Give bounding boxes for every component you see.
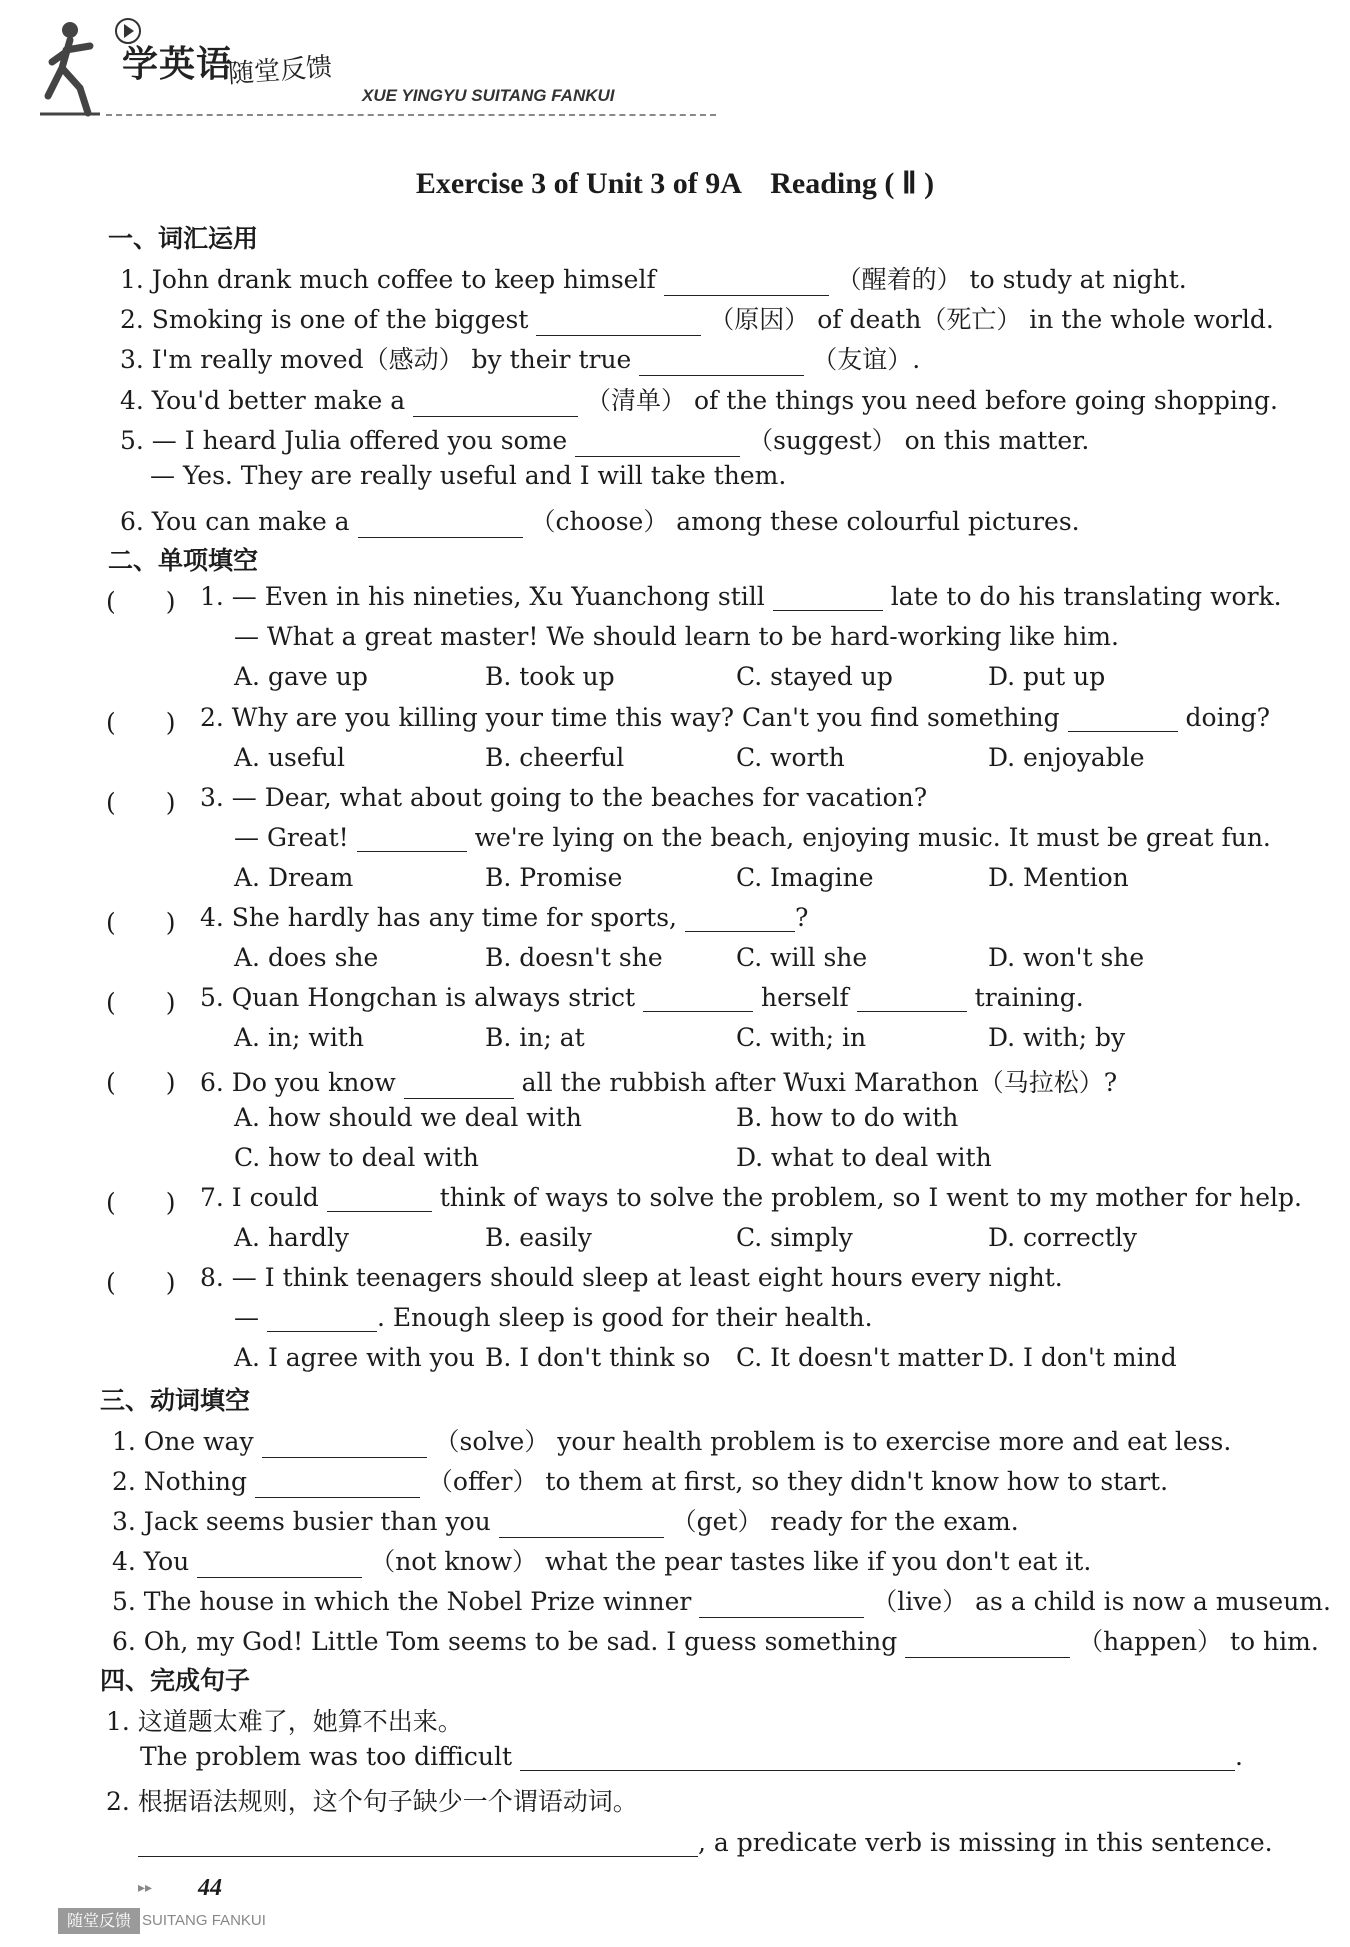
s4-q2-english: , a predicate verb is missing in this sentence.	[138, 1828, 1273, 1857]
option-b[interactable]: B. easily	[485, 1223, 592, 1252]
s3-q6: 6. Oh, my God! Little Tom seems to be sad. I guess something （happen） to him.	[112, 1627, 1319, 1656]
answer-paren[interactable]: ( )	[106, 908, 176, 937]
s1-q5: 5. — I heard Julia offered you some （suggest） on this matter.	[120, 426, 1090, 455]
option-b[interactable]: B. took up	[485, 662, 615, 691]
section-1-heading: 一、词汇运用	[108, 224, 259, 253]
book-header	[40, 14, 720, 124]
s4-q1-english: The problem was too difficult .	[140, 1742, 1243, 1771]
option-d[interactable]: D. won't she	[988, 943, 1145, 972]
arrow-icon: ▸▸	[138, 1880, 153, 1896]
answer-paren[interactable]: ( )	[106, 988, 176, 1017]
option-c[interactable]: C. with; in	[736, 1023, 867, 1052]
header-divider	[106, 114, 716, 116]
s2-q4: 4. She hardly has any time for sports, ?	[200, 903, 809, 932]
answer-paren[interactable]: ( )	[106, 587, 176, 616]
option-b[interactable]: B. I don't think so	[485, 1343, 711, 1372]
page-title: Exercise 3 of Unit 3 of 9A Reading ( Ⅱ )	[415, 167, 935, 200]
option-a[interactable]: A. useful	[234, 743, 346, 772]
s2-q7: 7. I could think of ways to solve the problem, so I went to my mother for help.	[200, 1183, 1302, 1212]
s1-q1: 1. John drank much coffee to keep himself （醒着的） to study at night.	[120, 265, 1187, 294]
option-b[interactable]: B. Promise	[485, 863, 623, 892]
s2-q6: 6. Do you know all the rubbish after Wuxi Marathon（马拉松）?	[200, 1068, 1118, 1097]
s1-q2: 2. Smoking is one of the biggest （原因） of death（死亡） in the whole world.	[120, 305, 1274, 334]
brand-title: 学英语	[122, 44, 234, 85]
option-d[interactable]: D. correctly	[988, 1223, 1137, 1252]
option-a[interactable]: A. in; with	[234, 1023, 364, 1052]
s3-q2: 2. Nothing （offer） to them at first, so they didn't know how to start.	[112, 1467, 1169, 1496]
option-c[interactable]: C. It doesn't matter	[736, 1343, 984, 1372]
answer-paren[interactable]: ( )	[106, 1068, 176, 1097]
option-c[interactable]: C. stayed up	[736, 662, 893, 691]
option-d[interactable]: D. I don't mind	[988, 1343, 1177, 1372]
option-a[interactable]: A. gave up	[234, 662, 368, 691]
brand-english: XUE YINGYU SUITANG FANKUI	[362, 86, 615, 105]
s2-q3-reply: — Great! we're lying on the beach, enjoying music. It must be great fun.	[234, 823, 1271, 852]
brand-subtitle: 随堂反馈	[227, 52, 334, 90]
option-d[interactable]: D. put up	[988, 662, 1106, 691]
option-d[interactable]: D. enjoyable	[988, 743, 1145, 772]
option-b[interactable]: B. doesn't she	[485, 943, 663, 972]
option-b[interactable]: B. in; at	[485, 1023, 585, 1052]
answer-paren[interactable]: ( )	[106, 1268, 176, 1297]
option-c[interactable]: C. will she	[736, 943, 868, 972]
footer-english: SUITANG FANKUI	[142, 1912, 266, 1929]
section-4-heading: 四、完成句子	[100, 1666, 251, 1695]
s2-q1-reply: — What a great master! We should learn to be hard-working like him.	[234, 622, 1119, 651]
s1-q3: 3. I'm really moved（感动） by their true （友谊）.	[120, 345, 921, 374]
answer-paren[interactable]: ( )	[106, 708, 176, 737]
s2-q2: 2. Why are you killing your time this way? Can't you find something doing?	[200, 703, 1271, 732]
s4-q2-chinese: 2. 根据语法规则，这个句子缺少一个谓语动词。	[106, 1787, 638, 1816]
page-number: 44	[198, 1875, 222, 1901]
s2-q1: 1. — Even in his nineties, Xu Yuanchong still late to do his translating work.	[200, 582, 1282, 611]
option-c[interactable]: C. Imagine	[736, 863, 874, 892]
s3-q1: 1. One way （solve） your health problem is to exercise more and eat less.	[112, 1427, 1232, 1456]
option-c[interactable]: C. how to deal with	[234, 1143, 479, 1172]
s2-q8-reply: — . Enough sleep is good for their health.	[234, 1303, 873, 1332]
s1-q5-reply: — Yes. They are really useful and I will take them.	[150, 461, 787, 490]
section-2-heading: 二、单项填空	[108, 546, 259, 575]
option-a[interactable]: A. I agree with you	[234, 1343, 475, 1372]
answer-paren[interactable]: ( )	[106, 1188, 176, 1217]
s1-q6: 6. You can make a （choose） among these colourful pictures.	[120, 507, 1080, 536]
s4-q1-chinese: 1. 这道题太难了，她算不出来。	[106, 1707, 463, 1736]
answer-paren[interactable]: ( )	[106, 788, 176, 817]
s2-q3: 3. — Dear, what about going to the beaches for vacation?	[200, 783, 928, 812]
option-c[interactable]: C. worth	[736, 743, 845, 772]
option-b[interactable]: B. cheerful	[485, 743, 625, 772]
s3-q5: 5. The house in which the Nobel Prize winner （live） as a child is now a museum.	[112, 1587, 1331, 1616]
s3-q4: 4. You （not know） what the pear tastes like if you don't eat it.	[112, 1547, 1092, 1576]
option-a[interactable]: A. how should we deal with	[234, 1103, 582, 1132]
s3-q3: 3. Jack seems busier than you （get） ready for the exam.	[112, 1507, 1019, 1536]
option-c[interactable]: C. simply	[736, 1223, 853, 1252]
footer-label: 随堂反馈	[58, 1908, 140, 1934]
s2-q5: 5. Quan Hongchan is always strict herself training.	[200, 983, 1084, 1012]
s2-q8: 8. — I think teenagers should sleep at least eight hours every night.	[200, 1263, 1063, 1292]
s1-q4: 4. You'd better make a （清单） of the things you need before going shopping.	[120, 386, 1278, 415]
option-d[interactable]: D. Mention	[988, 863, 1129, 892]
option-a[interactable]: A. does she	[234, 943, 379, 972]
option-a[interactable]: A. hardly	[234, 1223, 350, 1252]
option-a[interactable]: A. Dream	[234, 863, 354, 892]
section-3-heading: 三、动词填空	[100, 1386, 251, 1415]
option-b[interactable]: B. how to do with	[736, 1103, 959, 1132]
option-d[interactable]: D. what to deal with	[736, 1143, 992, 1172]
option-d[interactable]: D. with; by	[988, 1023, 1126, 1052]
